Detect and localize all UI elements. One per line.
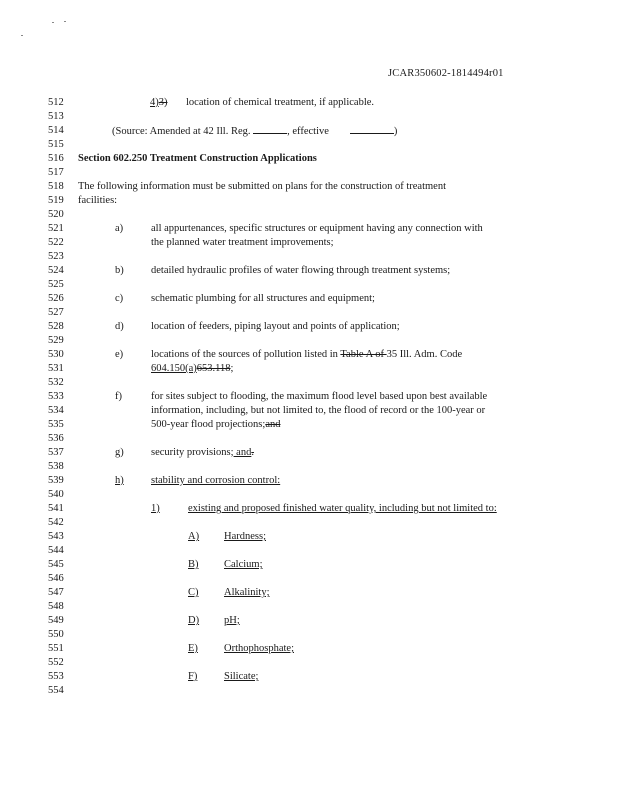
line-number: 524 xyxy=(48,265,64,276)
line-number: 536 xyxy=(48,433,64,444)
subitem-1-label: 1) xyxy=(151,503,160,514)
item-d-text: location of feeders, piping layout and points of application; xyxy=(151,321,400,332)
item-h-label: h) xyxy=(115,475,124,486)
intro-line: The following information must be submitted on plans for the construction of treatment xyxy=(78,181,447,192)
subsub-label: E) xyxy=(188,643,198,654)
item-g-text: security provisions; and. xyxy=(151,447,254,458)
item-h-text: stability and corrosion control: xyxy=(151,475,281,486)
scan-speck xyxy=(52,22,54,23)
effective-blank xyxy=(350,124,394,134)
line-number: 549 xyxy=(48,615,64,626)
item-a-label: a) xyxy=(115,223,124,234)
subsub-label: A) xyxy=(188,531,200,542)
intro-line: facilities: xyxy=(78,195,118,206)
line-number: 512 xyxy=(48,97,64,108)
line-number: 535 xyxy=(48,419,64,430)
line-number: 528 xyxy=(48,321,64,332)
section-title: Section 602.250 Treatment Construction Applications xyxy=(78,153,317,164)
item-g-label: g) xyxy=(115,447,124,458)
line-number: 538 xyxy=(48,461,64,472)
line-number: 520 xyxy=(48,209,64,220)
line-number: 547 xyxy=(48,587,64,598)
item-e-text: 604.150(a)653.118; xyxy=(151,363,234,374)
scan-speck xyxy=(64,21,66,22)
line-number: 551 xyxy=(48,643,64,654)
item-d-label: d) xyxy=(115,321,124,332)
subsub-text: Alkalinity; xyxy=(224,587,270,598)
subsub-label: C) xyxy=(188,587,199,598)
subsub-label: D) xyxy=(188,615,200,626)
line-number: 540 xyxy=(48,489,64,500)
line-number: 526 xyxy=(48,293,64,304)
document-id-header: JCAR350602-1814494r01 xyxy=(388,68,504,79)
line-number: 543 xyxy=(48,531,64,542)
item-e-text: locations of the sources of pollution listed in Table A of 35 Ill. Adm. Code xyxy=(151,349,463,360)
line-number: 517 xyxy=(48,167,64,178)
line-number: 519 xyxy=(48,195,64,206)
scan-speck xyxy=(21,35,23,36)
line-number: 522 xyxy=(48,237,64,248)
line-number: 546 xyxy=(48,573,64,584)
line-number: 513 xyxy=(48,111,64,122)
line-number: 552 xyxy=(48,657,64,668)
subitem-1-text: existing and proposed finished water quality, including but not limited to: xyxy=(188,503,497,514)
item-b-label: b) xyxy=(115,265,124,276)
line-number: 530 xyxy=(48,349,64,360)
item-e-label: e) xyxy=(115,349,124,360)
line-number: 548 xyxy=(48,601,64,612)
line-number: 521 xyxy=(48,223,64,234)
line-number: 515 xyxy=(48,139,64,150)
item-f-text: for sites subject to flooding, the maximum flood level based upon best available xyxy=(151,391,488,402)
line-number: 533 xyxy=(48,391,64,402)
item-a-text: the planned water treatment improvements; xyxy=(151,237,334,248)
line-number: 553 xyxy=(48,671,64,682)
line-number: 516 xyxy=(48,153,64,164)
item-f-text: information, including, but not limited to, the flood of record or the 100-year or xyxy=(151,405,486,416)
reg-blank xyxy=(253,124,287,134)
line-number: 554 xyxy=(48,685,64,696)
source-note: (Source: Amended at 42 Ill. Reg. , effective ) xyxy=(112,126,398,137)
subsub-label: F) xyxy=(188,671,198,682)
line-number: 518 xyxy=(48,181,64,192)
item-a-text: all appurtenances, specific structures or equipment having any connection with xyxy=(151,223,483,234)
item-4-text: location of chemical treatment, if applicable. xyxy=(186,97,375,108)
line-number: 523 xyxy=(48,251,64,262)
subsub-text: pH; xyxy=(224,615,240,626)
line-number: 525 xyxy=(48,279,64,290)
line-number: 544 xyxy=(48,545,64,556)
item-c-label: c) xyxy=(115,293,124,304)
item-f-label: f) xyxy=(115,391,122,402)
subsub-text: Calcium; xyxy=(224,559,263,570)
subsub-text: Orthophosphate; xyxy=(224,643,294,654)
item-b-text: detailed hydraulic profiles of water flowing through treatment systems; xyxy=(151,265,451,276)
subsub-text: Hardness; xyxy=(224,531,266,542)
line-number: 529 xyxy=(48,335,64,346)
line-number: 545 xyxy=(48,559,64,570)
line-number: 532 xyxy=(48,377,64,388)
subsub-label: B) xyxy=(188,559,199,570)
line-number: 550 xyxy=(48,629,64,640)
line-number: 541 xyxy=(48,503,64,514)
subsub-text: Silicate; xyxy=(224,671,259,682)
line-number: 537 xyxy=(48,447,64,458)
line-number: 539 xyxy=(48,475,64,486)
item-4-label: 4)3) xyxy=(150,97,168,108)
item-c-text: schematic plumbing for all structures and equipment; xyxy=(151,293,375,304)
line-number: 534 xyxy=(48,405,64,416)
line-number: 514 xyxy=(48,125,64,136)
line-number: 542 xyxy=(48,517,64,528)
line-number: 527 xyxy=(48,307,64,318)
item-f-text: 500-year flood projections;and xyxy=(151,419,281,430)
line-number: 531 xyxy=(48,363,64,374)
